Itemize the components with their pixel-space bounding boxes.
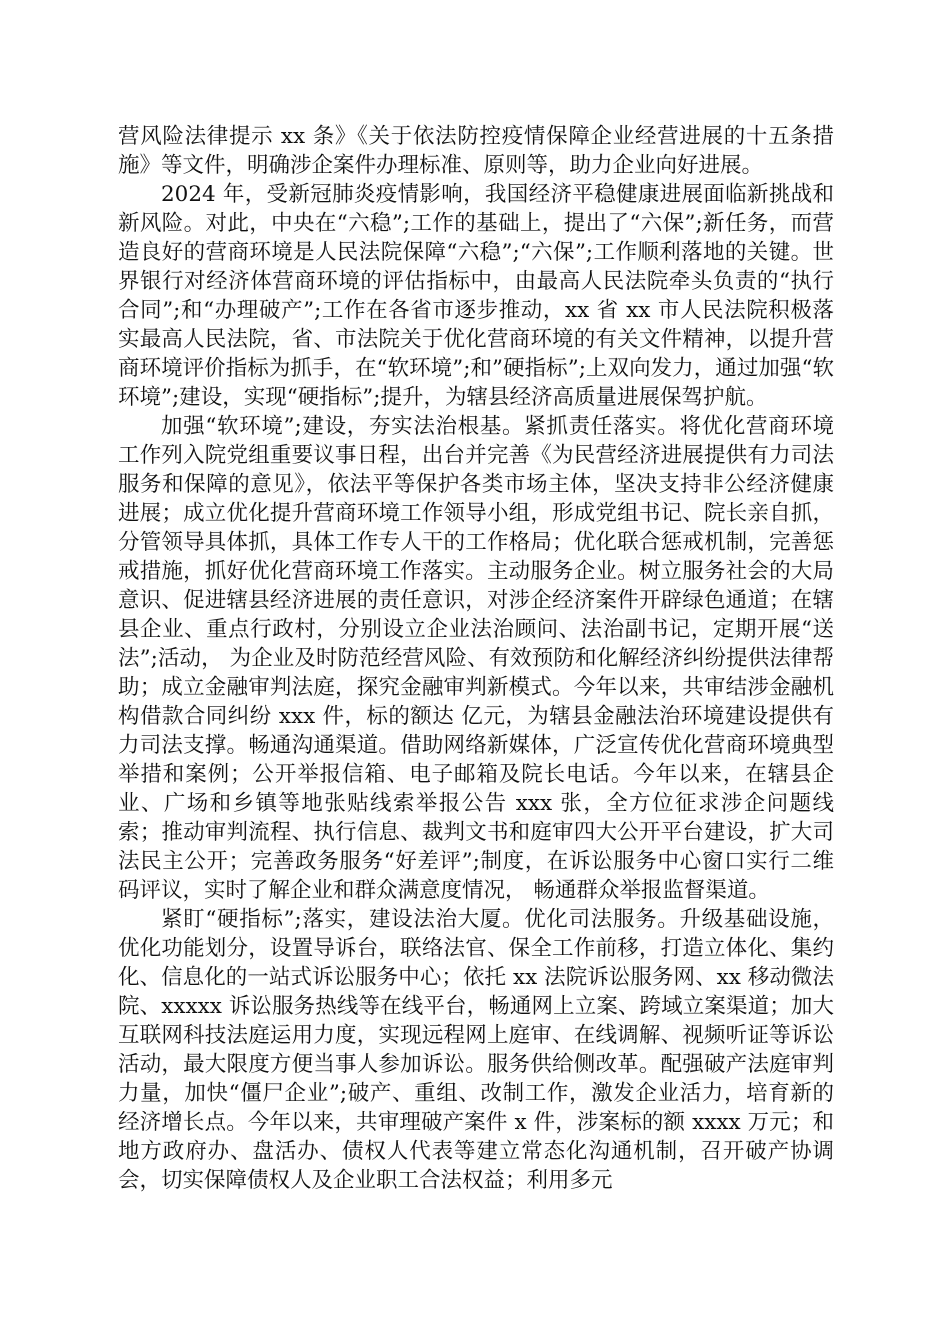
paragraph-intro-continuation: 营风险法律提示 xx 条》《关于依法防控疫情保障企业经营进展的十五条措施》等文件，明确涉企案件办理标准、原则等，助力企业向好进展。 <box>118 124 834 178</box>
paragraph-soft-environment: 加强“软环境”;建设，夯实法治根基。紧抓责任落实。将优化营商环境工作列入院党组重要议事日程，出台并完善《为民营经济进展提供有力司法服务和保障的意见》，依法平等保护各类市场主体，坚决支持非公经济健康进展；成立优化提升营商环境工作领导小组，形成党组书记、院长亲自抓，分管领导具体抓，具体工作专人干的工作格局；优化联合惩戒机制，完善惩戒措施，抓好优化营商环境工作落实。主动服务企业。树立服务社会的大局意识、促进辖县经济进展的责任意识，对涉企经济案件开辟绿色通道；在辖县企业、重点行政村，分别设立企业法治顾问、法治副书记，定期开展“送法”;活动， 为企业及时防范经营风险、有效预防和化解经济纠纷提供法律帮助；成立金融审判法庭，探究金融审判新模式。今年以来，共审结涉金融机构借款合同纠纷 xxx 件，标的额达 亿元，为辖县金融法治环境建设提供有力司法支撑。畅通沟通渠道。借助网络新媒体，广泛宣传优化营商环境典型举措和案例；公开举报信箱、电子邮箱及院长电话。今年以来，在辖县企业、广场和乡镇等地张贴线索举报公告 xxx 张，全方位征求涉企问题线索；推动审判流程、执行信息、裁判文书和庭审四大公开平台建设，扩大司法民主公开；完善政务服务“好差评”;制度，在诉讼服务中心窗口实行二维码评议，实时了解企业和群众满意度情况， 畅通群众举报监督渠道。 <box>118 414 834 903</box>
paragraph-hard-indicators: 紧盯“硬指标”;落实，建设法治大厦。优化司法服务。升级基础设施，优化功能划分，设置导诉台，联络法官、保全工作前移，打造立体化、集约化、信息化的一站式诉讼服务中心；依托 xx 法院诉讼服务网、xx 移动微法院、xxxxx 诉讼服务热线等在线平台，畅通网上立案、跨域立案渠道；加大互联网科技法庭运用力度，实现远程网上庭审、在线调解、视频听证等诉讼活动，最大限度方便当事人参加诉讼。服务供给侧改革。配强破产法庭审判力量，加快“僵尸企业”;破产、重组、改制工作，激发企业活力，培育新的经济增长点。今年以来，共审理破产案件 x 件，涉案标的额 xxxx 万元；和地方政府办、盘活办、债权人代表等建立常态化沟通机制，召开破产协调会，切实保障债权人及企业职工合法权益；利用多元 <box>118 907 834 1193</box>
document-body <box>118 122 834 1195</box>
paragraph-background-2024: 2024 年，受新冠肺炎疫情影响，我国经济平稳健康进展面临新挑战和新风险。对此，中央在“六稳”;工作的基础上，提出了“六保”;新任务，而营造良好的营商环境是人民法院保障“六稳”;“六保”;工作顺利落地的关键。世界银行对经济体营商环境的评估指标中，由最高人民法院牵头负责的“执行合同”;和“办理破产”;工作在各省市逐步推动，xx 省 xx 市人民法院积极落实最高人民法院，省、市法院关于优化营商环境的有关文件精神，以提升营商环境评价指标为抓手，在“软环境”;和”硬指标”;上双向发力，通过加强“软环境”;建设，实现“硬指标”;提升，为辖县经济高质量进展保驾护航。 <box>118 182 834 410</box>
